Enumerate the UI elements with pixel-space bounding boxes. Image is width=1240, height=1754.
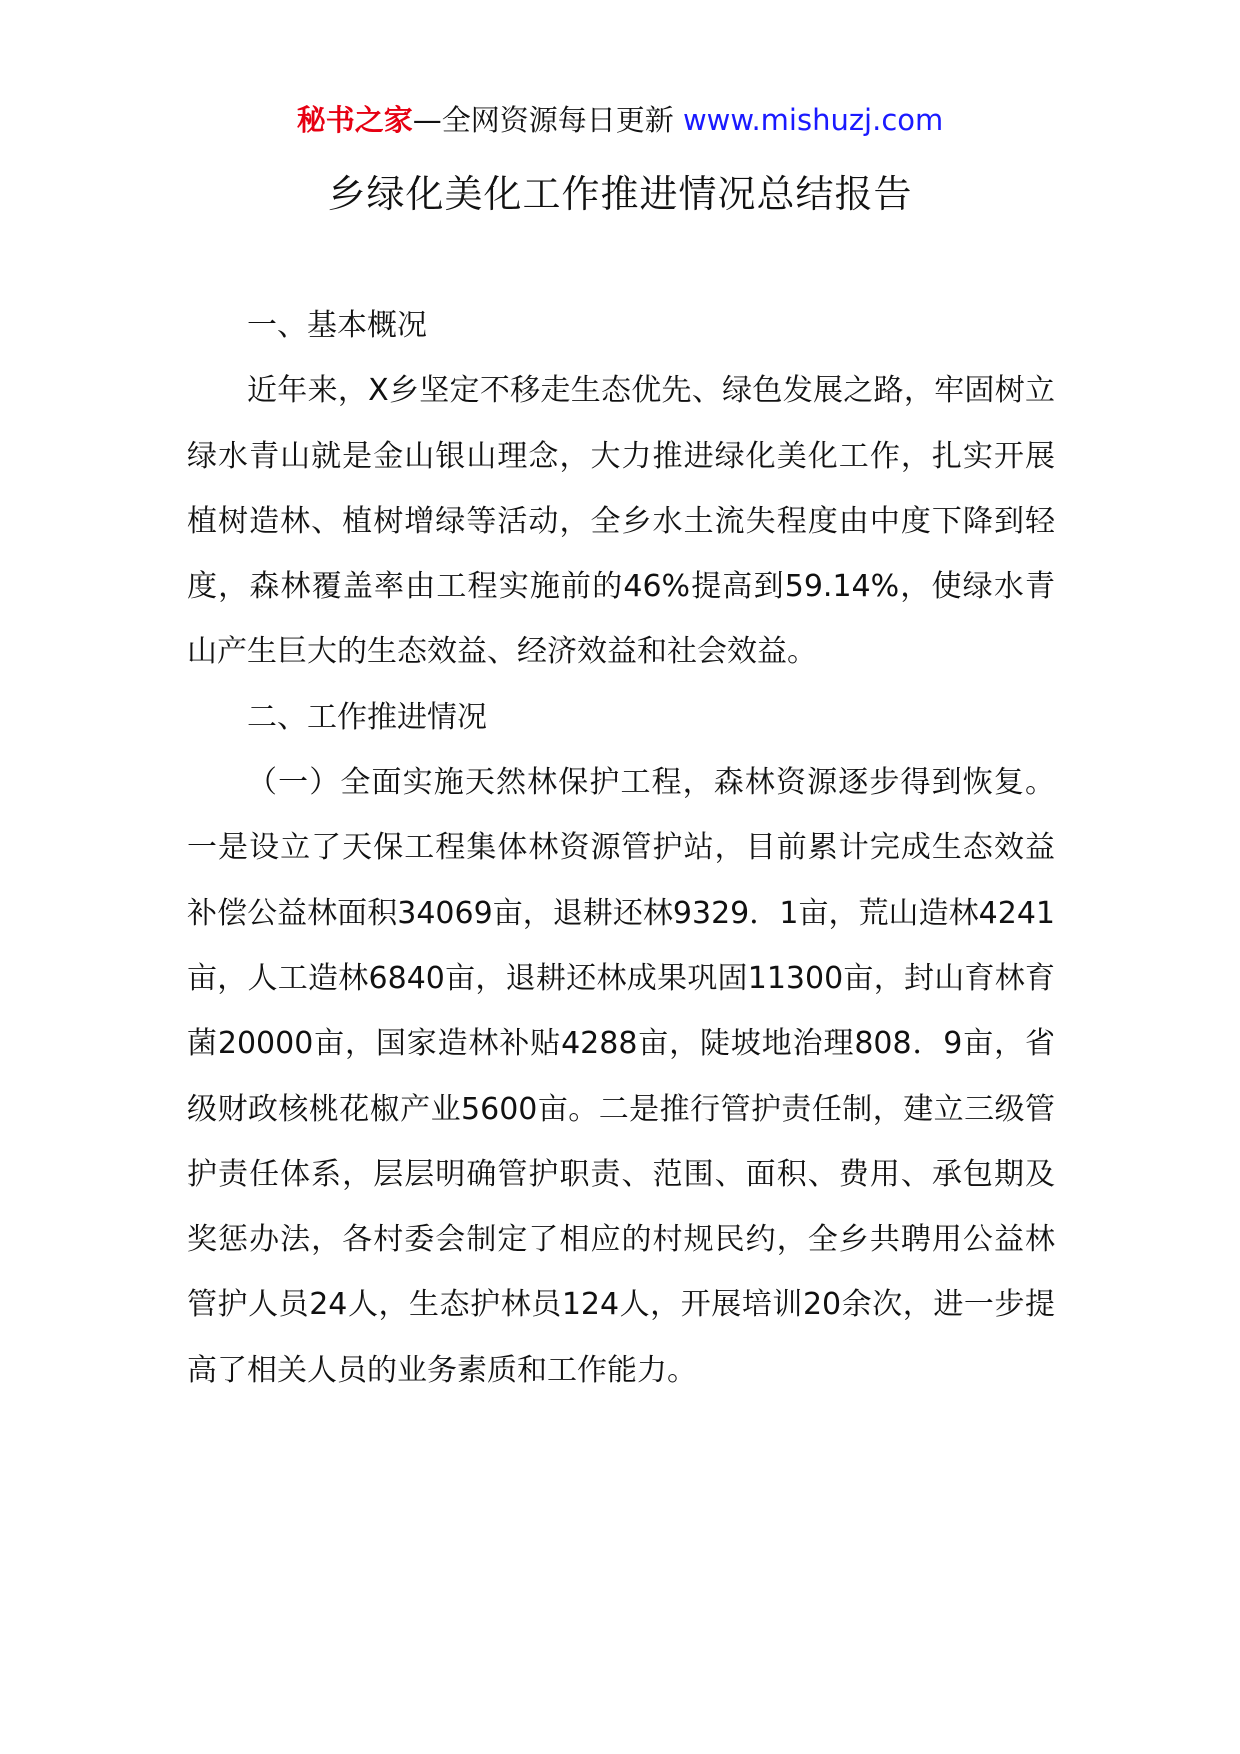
banner-brand: 秘书之家 (296, 103, 413, 137)
document-title: 乡绿化美化工作推进情况总结报告 (327, 172, 913, 216)
section-heading-work-progress: 二、工作推进情况 (247, 699, 487, 735)
paragraph-overview: 近年来，X乡坚定不移走生态优先、绿色发展之路，牢固树立绿水青山就是金山银山理念，大力推进绿化美化工作，扎实开展植树造林、植树增绿等活动，全乡水土流失程度由中度下降到轻度，森林覆盖率由工程实施前的46%提高到59.14%，使绿水青山产生巨大的生态效益、经济效益和社会效益。 (187, 373, 1055, 670)
banner-site-url[interactable]: www.mishuzj.com (682, 103, 944, 137)
site-banner (0, 100, 1240, 140)
banner-tagline: —全网资源每日更新 (412, 103, 683, 137)
document-body (187, 293, 1055, 1403)
paragraph-forest-protection: （一）全面实施天然林保护工程，森林资源逐步得到恢复。一是设立了天保工程集体林资源管护站，目前累计完成生态效益补偿公益林面积34069亩，退耕还林9329．1亩，荒山造林4241亩，人工造林6840亩，退耕还林成果巩固11300亩，封山育林育菌20000亩，国家造林补贴4288亩，陡坡地治理808．9亩，省级财政核桃花椒产业5600亩。二是推行管护责任制，建立三级管护责任体系，层层明确管护职责、范围、面积、费用、承包期及奖惩办法，各村委会制定了相应的村规民约，全乡共聘用公益林管护人员24人，生态护林员124人，开展培训20余次，进一步提高了相关人员的业务素质和工作能力。 (187, 765, 1055, 1388)
section-heading-basic-overview: 一、基本概况 (247, 308, 427, 343)
